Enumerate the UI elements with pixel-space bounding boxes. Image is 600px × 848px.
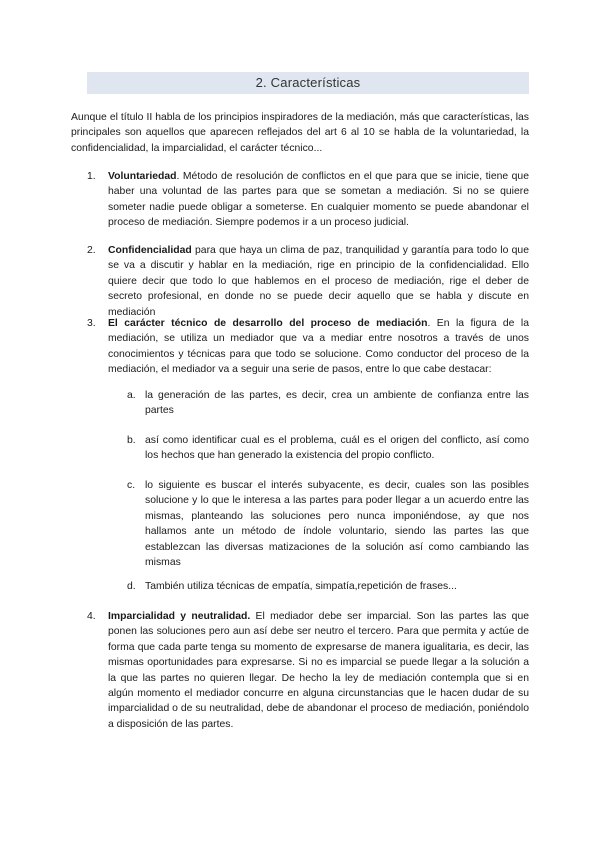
- subitem-a: la generación de las partes, es decir, crea un ambiente de confianza entre las partes: [145, 390, 529, 417]
- item-text-caracter-tecnico: En la figura de la mediación, se utiliza un mediador que va a mediar entre nosotros a través de unos conocimientos y técnicas para que todo se solucione. Como conductor del proceso de la mediación, el mediador va a seguir una serie de pasos, entre lo que cabe destacar:: [108, 318, 529, 376]
- item-text-imparcialidad: El mediador debe ser imparcial. Son las partes las que ponen las soluciones pero aun así debe ser neutro el tercero. Para que permita y actúe de forma que cada parte tenga su momento de expresarse de manera igualitaria, es decir, las mismas oportunidades para expresarse. Si no es imparcial se puede llegar a la solución a la que las partes no quieren llegar. De hecho la ley de mediación contempla que si en algún momento el mediador concurre en alguna circunstancias que le hacen dudar de su imparcialidad o de su neutralidad, debe de abandonar el proceso de mediación, poniéndolo a disposición de las partes.: [108, 611, 530, 730]
- item-number-2: 2.: [87, 245, 96, 256]
- intro-paragraph: Aunque el título II habla de los principios inspiradores de la mediación, más que características, las principales son aquellos que aparecen reflejados del art 6 al 10 se habla de la voluntariedad, la confidencialidad, la imparcialidad, el carácter técnico...: [71, 112, 529, 154]
- subitem-letter-a: a.: [127, 390, 136, 401]
- section-title: 2. Características: [87, 72, 529, 94]
- item-title-suffix-3: .: [427, 318, 431, 329]
- item-title-imparcialidad: Imparcialidad y neutralidad.: [108, 611, 251, 622]
- item-title-suffix-1: .: [176, 171, 180, 182]
- item-title-caracter-tecnico: El carácter técnico de desarrollo del proceso de mediación: [108, 318, 428, 329]
- item-title-confidencialidad: Confidencialidad: [108, 245, 192, 256]
- subitem-d: También utiliza técnicas de empatía, simpatía,repetición de frases...: [145, 581, 457, 592]
- subitem-letter-b: b.: [127, 435, 136, 446]
- subitem-letter-d: d.: [127, 581, 136, 592]
- list-item-imparcialidad: [108, 609, 529, 732]
- item-text-confidencialidad: para que haya un clima de paz, tranquilidad y garantía para todo lo que se va a discutir y hablar en la mediación, rige en principio de la confidencialidad. Ello quiere decir que todo lo que hablemos en el proceso de mediación, rige el deber de secreto profesional, en donde no se puede decir aquello que se habla y discute en mediación: [108, 245, 529, 318]
- list-item-voluntariedad: [108, 169, 529, 231]
- item-number-1: 1.: [87, 171, 96, 182]
- subitem-letter-c: c.: [127, 480, 136, 491]
- item-text-voluntariedad: Método de resolución de conflictos en el que para que se inicie, tiene que haber una voluntad de las partes para que se sometan a mediación. Si no se quiere someter nadie puede obligar a someterse. En cualquier momento se puede abandonar el proceso de mediación. Siempre podemos ir a un proceso judicial.: [108, 171, 529, 229]
- list-item-confidencialidad: [108, 243, 529, 320]
- item-title-voluntariedad: Voluntariedad: [108, 171, 177, 182]
- subitem-c: lo siguiente es buscar el interés subyacente, es decir, cuales son las posibles solucione y lo que le interesa a las partes para poder llegar a un acuerdo entre las mismas, planteando las soluciones pero nunca imponiéndose, ay que nos hallamos ante un método de índole voluntario, siendo las partes las que establezcan las diversas matizaciones de la solución así como cambiando las mismas: [145, 480, 529, 569]
- list-item-caracter-tecnico: [108, 316, 529, 378]
- subitem-b: así como identificar cual es el problema, cuál es el origen del conflicto, así como los hechos que han generado la existencia del propio conflicto.: [145, 435, 529, 462]
- item-number-3: 3.: [87, 318, 96, 329]
- item-number-4: 4.: [87, 611, 96, 622]
